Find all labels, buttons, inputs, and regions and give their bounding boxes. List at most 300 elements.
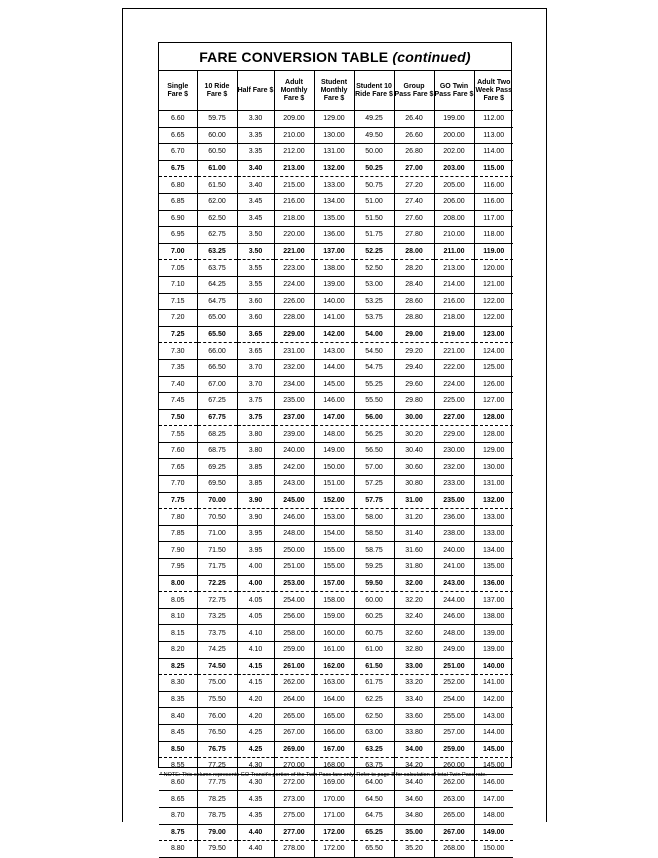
- table-cell: 4.20: [237, 691, 274, 708]
- table-cell: 67.75: [197, 409, 237, 426]
- table-cell: 35.20: [394, 841, 434, 858]
- table-cell: 4.30: [237, 758, 274, 775]
- table-cell: 3.75: [237, 409, 274, 426]
- table-cell: 8.75: [159, 824, 197, 841]
- table-cell: 58.50: [354, 525, 394, 542]
- table-cell: 232.00: [434, 459, 474, 476]
- table-row: [159, 675, 513, 692]
- table-cell: 130.00: [314, 127, 354, 144]
- table-cell: 53.25: [354, 293, 394, 310]
- table-cell: 7.65: [159, 459, 197, 476]
- table-cell: 243.00: [274, 476, 314, 493]
- table-cell: 3.80: [237, 442, 274, 459]
- table-cell: 3.65: [237, 343, 274, 360]
- table-cell: 3.50: [237, 227, 274, 244]
- table-cell: 71.50: [197, 542, 237, 559]
- table-row: [159, 476, 513, 493]
- table-cell: 150.00: [474, 841, 513, 858]
- table-cell: 277.00: [274, 824, 314, 841]
- table-row: [159, 542, 513, 559]
- table-cell: 63.75: [197, 260, 237, 277]
- table-cell: 3.45: [237, 210, 274, 227]
- table-row: [159, 625, 513, 642]
- table-cell: 137.00: [314, 243, 354, 260]
- table-cell: 31.40: [394, 525, 434, 542]
- table-cell: 125.00: [474, 359, 513, 376]
- footnote: * NOTE: This column represents GO Transit's portion of the Twin Pass fare only. Refer to page 8 for calculation of total Twin Pass rate.: [160, 772, 487, 778]
- table-cell: 143.00: [314, 343, 354, 360]
- table-cell: 113.00: [474, 127, 513, 144]
- table-cell: 209.00: [274, 111, 314, 128]
- table-cell: 128.00: [474, 426, 513, 443]
- table-cell: 6.60: [159, 111, 197, 128]
- table-cell: 57.25: [354, 476, 394, 493]
- table-cell: 149.00: [474, 824, 513, 841]
- table-cell: 162.00: [314, 658, 354, 675]
- table-cell: 3.30: [237, 111, 274, 128]
- table-cell: 61.75: [354, 675, 394, 692]
- table-row: [159, 193, 513, 210]
- table-cell: 150.00: [314, 459, 354, 476]
- table-cell: 4.25: [237, 741, 274, 758]
- table-cell: 4.10: [237, 642, 274, 659]
- table-cell: 278.00: [274, 841, 314, 858]
- table-cell: 255.00: [434, 708, 474, 725]
- table-cell: 69.25: [197, 459, 237, 476]
- table-cell: 199.00: [434, 111, 474, 128]
- table-cell: 62.50: [354, 708, 394, 725]
- table-cell: 31.20: [394, 509, 434, 526]
- table-cell: 34.20: [394, 758, 434, 775]
- table-cell: 63.25: [197, 243, 237, 260]
- table-cell: 6.95: [159, 227, 197, 244]
- table-cell: 3.95: [237, 542, 274, 559]
- table-row: [159, 426, 513, 443]
- table-row: [159, 160, 513, 177]
- table-cell: 30.60: [394, 459, 434, 476]
- table-cell: 65.25: [354, 824, 394, 841]
- table-cell: 61.50: [197, 177, 237, 194]
- table-cell: 132.00: [474, 492, 513, 509]
- table-cell: 200.00: [434, 127, 474, 144]
- table-row: [159, 492, 513, 509]
- table-cell: 62.25: [354, 691, 394, 708]
- table-cell: 74.25: [197, 642, 237, 659]
- table-cell: 57.75: [354, 492, 394, 509]
- table-cell: 135.00: [314, 210, 354, 227]
- table-cell: 132.00: [314, 160, 354, 177]
- table-cell: 3.35: [237, 127, 274, 144]
- table-cell: 60.00: [197, 127, 237, 144]
- table-cell: 238.00: [434, 525, 474, 542]
- table-cell: 58.00: [354, 509, 394, 526]
- table-row: [159, 293, 513, 310]
- table-cell: 243.00: [434, 575, 474, 592]
- table-cell: 143.00: [474, 708, 513, 725]
- table-cell: 55.25: [354, 376, 394, 393]
- table-cell: 28.00: [394, 243, 434, 260]
- table-cell: 139.00: [314, 276, 354, 293]
- table-cell: 118.00: [474, 227, 513, 244]
- table-cell: 235.00: [274, 393, 314, 410]
- table-cell: 71.75: [197, 559, 237, 576]
- table-cell: 270.00: [274, 758, 314, 775]
- table-cell: 129.00: [314, 111, 354, 128]
- table-cell: 202.00: [434, 144, 474, 161]
- table-cell: 218.00: [434, 310, 474, 327]
- table-cell: 33.40: [394, 691, 434, 708]
- table-cell: 236.00: [434, 509, 474, 526]
- table-cell: 3.90: [237, 509, 274, 526]
- table-cell: 6.65: [159, 127, 197, 144]
- table-cell: 60.25: [354, 608, 394, 625]
- table-cell: 7.90: [159, 542, 197, 559]
- table-row: [159, 559, 513, 576]
- table-cell: 160.00: [314, 625, 354, 642]
- table-cell: 29.80: [394, 393, 434, 410]
- table-cell: 73.75: [197, 625, 237, 642]
- table-cell: 257.00: [434, 724, 474, 741]
- table-row: [159, 642, 513, 659]
- table-cell: 3.90: [237, 492, 274, 509]
- table-cell: 67.00: [197, 376, 237, 393]
- table-cell: 4.05: [237, 592, 274, 609]
- table-cell: 249.00: [434, 642, 474, 659]
- table-cell: 231.00: [274, 343, 314, 360]
- table-cell: 4.35: [237, 807, 274, 824]
- table-cell: 168.00: [314, 758, 354, 775]
- table-cell: 146.00: [474, 774, 513, 791]
- table-cell: 122.00: [474, 293, 513, 310]
- table-cell: 7.50: [159, 409, 197, 426]
- table-cell: 230.00: [434, 442, 474, 459]
- table-cell: 55.50: [354, 393, 394, 410]
- table-cell: 3.65: [237, 326, 274, 343]
- table-cell: 149.00: [314, 442, 354, 459]
- table-cell: 28.40: [394, 276, 434, 293]
- table-cell: 240.00: [434, 542, 474, 559]
- table-cell: 221.00: [274, 243, 314, 260]
- table-cell: 7.85: [159, 525, 197, 542]
- table-cell: 76.75: [197, 741, 237, 758]
- table-cell: 246.00: [434, 608, 474, 625]
- table-cell: 142.00: [314, 326, 354, 343]
- table-cell: 70.50: [197, 509, 237, 526]
- table-cell: 31.00: [394, 492, 434, 509]
- table-cell: 224.00: [434, 376, 474, 393]
- table-row: [159, 708, 513, 725]
- table-cell: 141.00: [474, 675, 513, 692]
- table-cell: 68.25: [197, 426, 237, 443]
- table-cell: 133.00: [314, 177, 354, 194]
- table-cell: 206.00: [434, 193, 474, 210]
- table-cell: 70.00: [197, 492, 237, 509]
- table-row: [159, 243, 513, 260]
- table-cell: 79.50: [197, 841, 237, 858]
- table-cell: 3.70: [237, 359, 274, 376]
- table-cell: 3.80: [237, 426, 274, 443]
- table-cell: 7.40: [159, 376, 197, 393]
- table-cell: 161.00: [314, 642, 354, 659]
- table-cell: 8.70: [159, 807, 197, 824]
- table-cell: 254.00: [434, 691, 474, 708]
- column-header: Adult Monthly Fare $: [274, 71, 314, 111]
- table-cell: 145.00: [314, 376, 354, 393]
- table-cell: 216.00: [274, 193, 314, 210]
- table-cell: 64.75: [354, 807, 394, 824]
- table-cell: 8.65: [159, 791, 197, 808]
- table-cell: 244.00: [434, 592, 474, 609]
- table-row: [159, 608, 513, 625]
- table-cell: 68.75: [197, 442, 237, 459]
- table-row: [159, 111, 513, 128]
- table-cell: 28.80: [394, 310, 434, 327]
- table-cell: 30.20: [394, 426, 434, 443]
- table-row: [159, 791, 513, 808]
- table-cell: 8.45: [159, 724, 197, 741]
- table-cell: 128.00: [474, 409, 513, 426]
- table-cell: 219.00: [434, 326, 474, 343]
- table-cell: 7.45: [159, 393, 197, 410]
- table-cell: 29.20: [394, 343, 434, 360]
- table-cell: 134.00: [314, 193, 354, 210]
- table-cell: 74.50: [197, 658, 237, 675]
- table-cell: 136.00: [314, 227, 354, 244]
- table-cell: 30.80: [394, 476, 434, 493]
- table-cell: 52.50: [354, 260, 394, 277]
- table-cell: 56.25: [354, 426, 394, 443]
- table-cell: 117.00: [474, 210, 513, 227]
- table-cell: 6.80: [159, 177, 197, 194]
- table-cell: 32.00: [394, 575, 434, 592]
- table-cell: 7.60: [159, 442, 197, 459]
- table-cell: 167.00: [314, 741, 354, 758]
- table-cell: 261.00: [274, 658, 314, 675]
- table-cell: 148.00: [474, 807, 513, 824]
- table-cell: 59.75: [197, 111, 237, 128]
- table-cell: 221.00: [434, 343, 474, 360]
- table-cell: 4.20: [237, 708, 274, 725]
- table-cell: 6.85: [159, 193, 197, 210]
- table-cell: 73.25: [197, 608, 237, 625]
- table-cell: 123.00: [474, 326, 513, 343]
- table-cell: 6.90: [159, 210, 197, 227]
- table-cell: 6.70: [159, 144, 197, 161]
- table-cell: 248.00: [274, 525, 314, 542]
- table-cell: 208.00: [434, 210, 474, 227]
- table-cell: 267.00: [274, 724, 314, 741]
- table-cell: 264.00: [274, 691, 314, 708]
- table-cell: 153.00: [314, 509, 354, 526]
- table-cell: 216.00: [434, 293, 474, 310]
- table-cell: 212.00: [274, 144, 314, 161]
- table-cell: 76.50: [197, 724, 237, 741]
- table-cell: 60.50: [197, 144, 237, 161]
- table-cell: 265.00: [434, 807, 474, 824]
- table-cell: 120.00: [474, 260, 513, 277]
- table-cell: 145.00: [474, 741, 513, 758]
- table-cell: 71.00: [197, 525, 237, 542]
- column-header: Half Fare $: [237, 71, 274, 111]
- table-cell: 7.10: [159, 276, 197, 293]
- table-cell: 78.75: [197, 807, 237, 824]
- table-cell: 62.75: [197, 227, 237, 244]
- table-row: [159, 459, 513, 476]
- table-cell: 127.00: [474, 393, 513, 410]
- table-cell: 58.75: [354, 542, 394, 559]
- table-cell: 6.75: [159, 160, 197, 177]
- table-cell: 7.20: [159, 310, 197, 327]
- table-cell: 251.00: [274, 559, 314, 576]
- table-cell: 154.00: [314, 525, 354, 542]
- table-cell: 3.60: [237, 310, 274, 327]
- table-cell: 63.00: [354, 724, 394, 741]
- table-cell: 77.25: [197, 758, 237, 775]
- fare-conversion-table: [159, 71, 513, 858]
- table-cell: 75.00: [197, 675, 237, 692]
- table-cell: 7.15: [159, 293, 197, 310]
- table-cell: 60.00: [354, 592, 394, 609]
- table-row: [159, 575, 513, 592]
- table-cell: 8.50: [159, 741, 197, 758]
- table-cell: 34.00: [394, 741, 434, 758]
- table-cell: 29.40: [394, 359, 434, 376]
- table-cell: 166.00: [314, 724, 354, 741]
- table-cell: 269.00: [274, 741, 314, 758]
- table-cell: 65.50: [354, 841, 394, 858]
- table-cell: 72.25: [197, 575, 237, 592]
- column-header: Student 10 Ride Fare $: [354, 71, 394, 111]
- table-cell: 260.00: [434, 758, 474, 775]
- table-cell: 213.00: [434, 260, 474, 277]
- table-cell: 4.40: [237, 841, 274, 858]
- table-cell: 158.00: [314, 592, 354, 609]
- table-cell: 138.00: [314, 260, 354, 277]
- table-cell: 141.00: [314, 310, 354, 327]
- table-cell: 211.00: [434, 243, 474, 260]
- table-title-text: FARE CONVERSION TABLE: [199, 49, 389, 65]
- table-cell: 262.00: [274, 675, 314, 692]
- table-cell: 8.40: [159, 708, 197, 725]
- table-cell: 116.00: [474, 177, 513, 194]
- table-cell: 7.00: [159, 243, 197, 260]
- table-cell: 35.00: [394, 824, 434, 841]
- table-cell: 65.50: [197, 326, 237, 343]
- table-cell: 26.80: [394, 144, 434, 161]
- table-cell: 275.00: [274, 807, 314, 824]
- table-cell: 218.00: [274, 210, 314, 227]
- table-cell: 268.00: [434, 841, 474, 858]
- table-cell: 72.75: [197, 592, 237, 609]
- table-cell: 223.00: [274, 260, 314, 277]
- table-cell: 78.25: [197, 791, 237, 808]
- table-cell: 64.00: [354, 774, 394, 791]
- table-row: [159, 841, 513, 858]
- table-cell: 205.00: [434, 177, 474, 194]
- table-cell: 32.20: [394, 592, 434, 609]
- table-cell: 54.75: [354, 359, 394, 376]
- table-cell: 54.00: [354, 326, 394, 343]
- column-header: GO Twin Pass Fare $: [434, 71, 474, 111]
- table-cell: 33.20: [394, 675, 434, 692]
- table-cell: 3.50: [237, 243, 274, 260]
- table-cell: 59.50: [354, 575, 394, 592]
- table-cell: 170.00: [314, 791, 354, 808]
- column-header: Adult Two Week Pass Fare $: [474, 71, 513, 111]
- table-cell: 7.30: [159, 343, 197, 360]
- table-cell: 234.00: [274, 376, 314, 393]
- table-cell: 8.00: [159, 575, 197, 592]
- table-cell: 27.40: [394, 193, 434, 210]
- table-cell: 273.00: [274, 791, 314, 808]
- table-cell: 250.00: [274, 542, 314, 559]
- table-row: [159, 525, 513, 542]
- table-cell: 210.00: [434, 227, 474, 244]
- table-cell: 33.00: [394, 658, 434, 675]
- table-cell: 63.75: [354, 758, 394, 775]
- table-cell: 8.30: [159, 675, 197, 692]
- table-cell: 222.00: [434, 359, 474, 376]
- table-cell: 4.00: [237, 575, 274, 592]
- table-cell: 131.00: [474, 476, 513, 493]
- table-cell: 256.00: [274, 608, 314, 625]
- table-cell: 4.05: [237, 608, 274, 625]
- table-cell: 8.60: [159, 774, 197, 791]
- table-cell: 147.00: [314, 409, 354, 426]
- table-cell: 126.00: [474, 376, 513, 393]
- table-row: [159, 592, 513, 609]
- table-cell: 8.35: [159, 691, 197, 708]
- table-cell: 30.00: [394, 409, 434, 426]
- table-cell: 155.00: [314, 542, 354, 559]
- table-cell: 31.60: [394, 542, 434, 559]
- table-cell: 159.00: [314, 608, 354, 625]
- table-cell: 112.00: [474, 111, 513, 128]
- table-row: [159, 127, 513, 144]
- table-row: [159, 807, 513, 824]
- table-cell: 165.00: [314, 708, 354, 725]
- table-cell: 129.00: [474, 442, 513, 459]
- table-cell: 66.50: [197, 359, 237, 376]
- table-cell: 210.00: [274, 127, 314, 144]
- table-cell: 265.00: [274, 708, 314, 725]
- table-cell: 53.75: [354, 310, 394, 327]
- table-cell: 61.00: [197, 160, 237, 177]
- table-cell: 155.00: [314, 559, 354, 576]
- table-cell: 4.35: [237, 791, 274, 808]
- table-cell: 259.00: [274, 642, 314, 659]
- table-row: [159, 509, 513, 526]
- table-cell: 241.00: [434, 559, 474, 576]
- table-cell: 77.75: [197, 774, 237, 791]
- table-cell: 69.50: [197, 476, 237, 493]
- table-cell: 61.00: [354, 642, 394, 659]
- table-cell: 31.80: [394, 559, 434, 576]
- table-cell: 29.60: [394, 376, 434, 393]
- table-cell: 145.00: [474, 758, 513, 775]
- table-cell: 29.00: [394, 326, 434, 343]
- table-cell: 60.75: [354, 625, 394, 642]
- table-cell: 79.00: [197, 824, 237, 841]
- table-cell: 134.00: [474, 542, 513, 559]
- table-cell: 66.00: [197, 343, 237, 360]
- table-cell: 56.00: [354, 409, 394, 426]
- table-row: [159, 658, 513, 675]
- table-cell: 8.80: [159, 841, 197, 858]
- table-cell: 116.00: [474, 193, 513, 210]
- table-cell: 26.60: [394, 127, 434, 144]
- table-cell: 114.00: [474, 144, 513, 161]
